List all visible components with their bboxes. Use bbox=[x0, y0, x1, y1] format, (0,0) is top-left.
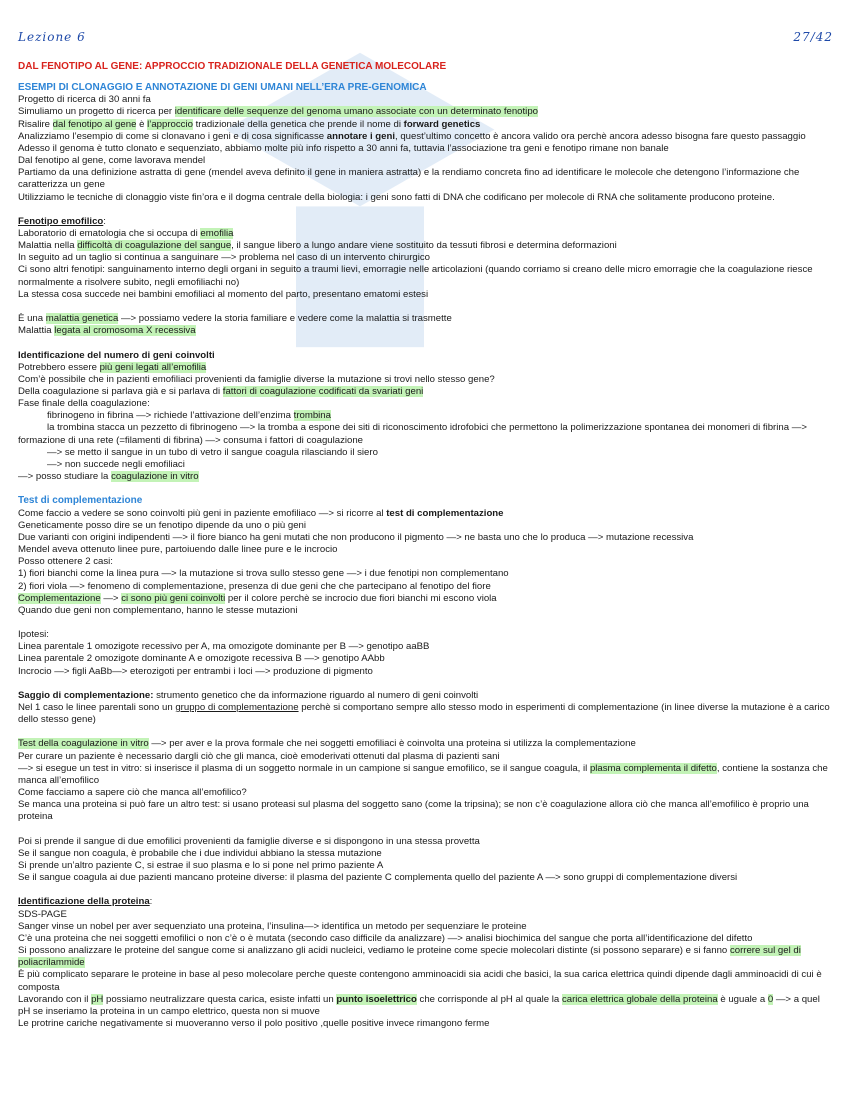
paragraph: Sanger vinse un nobel per aver sequenziato una proteina, l’insulina—> identifica un metodo per sequenziare le proteine bbox=[18, 920, 527, 932]
highlight: 0 bbox=[767, 993, 774, 1005]
section-title-examples: ESEMPI DI CLONAGGIO E ANNOTAZIONE DI GENI UMANI NELL’ERA PRE-GENOMICA bbox=[18, 82, 427, 94]
paragraph: Utilizziamo le tecniche di clonaggio viste fin’ora e il dogma centrale della biologia: i geni sono fatti di DNA che codificano per molecole di RNA che solitamente producono proteine. bbox=[18, 191, 775, 203]
highlight: Complementazione bbox=[18, 592, 101, 604]
paragraph: Lavorando con il pH possiamo neutralizzare questa carica, esiste infatti un punto isoelettrico che corrisponde al pH al quale la carica elettrica globale della proteina è uguale a 0 —> a quel pH se inseriamo la proteina in un campo elettrico, questa non si muove bbox=[18, 993, 820, 1017]
paragraph: Se il sangue non coagula, è probabile che i due individui abbiano la stessa mutazione bbox=[18, 847, 382, 859]
paragraph: Quando due geni non complementano, hanno le stesse mutazioni bbox=[18, 604, 298, 616]
highlight: legata al cromosoma X recessiva bbox=[54, 325, 196, 337]
highlight: coagulazione in vitro bbox=[111, 471, 199, 483]
paragraph: Se il sangue coagula ai due pazienti mancano proteine diverse: il plasma del paziente C complementa quello del paziente A —> sono gruppi di complementazione diversi bbox=[18, 872, 738, 884]
paragraph: Adesso il genoma è tutto clonato e sequenziato, abbiamo molte più info rispetto a 30 anni fa, tuttavia l’associazione tra geni e fenotipo rimane non banale bbox=[18, 142, 669, 154]
paragraph: Potrebbero essere più geni legati all’emofilia bbox=[18, 361, 207, 373]
paragraph: In seguito ad un taglio si continua a sanguinare —> problema nel caso di un intervento chirurgico bbox=[18, 252, 430, 264]
paragraph: Nel 1 caso le linee parentali sono un gruppo di complementazione perchè si comportano sempre allo stesso modo in esperimenti di complementazione (in linee diverse la mutazione è a carico dello stesso gene) bbox=[18, 702, 830, 726]
highlight: pH bbox=[91, 993, 104, 1005]
paragraph: Linea parentale 1 omozigote recessivo per A, ma omozigote dominante per B —> genotipo aaBB bbox=[18, 641, 430, 653]
lesson-label: Lezione 6 bbox=[18, 30, 86, 44]
highlight: Test della coagulazione in vitro bbox=[18, 738, 149, 750]
paragraph: Incrocio —> figli AaBb—> eterozigoti per entrambi i loci —> produzione di pigmento bbox=[18, 665, 373, 677]
paragraph: Simuliamo un progetto di ricerca per identificare delle sequenze del genoma umano associate con un determinato fenotipo bbox=[18, 106, 538, 118]
paragraph: Le protrine cariche negativamente si muoveranno verso il polo positivo ,quelle positive invece rimangono ferme bbox=[18, 1018, 490, 1030]
page-counter: 27/42 bbox=[793, 30, 833, 44]
paragraph: 1) fiori bianchi come la linea pura —> la mutazione si trova sullo stesso gene —> i due fenotipi non complementano bbox=[18, 568, 509, 580]
paragraph: Fase finale della coagulazione: bbox=[18, 398, 150, 410]
highlight: difficoltà di coagulazione del sangue bbox=[77, 240, 232, 252]
highlight: plasma complementa il difetto bbox=[589, 762, 717, 774]
paragraph: Geneticamente posso dire se un fenotipo dipende da uno o più geni bbox=[18, 519, 307, 531]
paragraph: Mendel aveva ottenuto linee pure, partoiuendo dalle linee pure e le incrocio bbox=[18, 544, 338, 556]
paragraph: SDS-PAGE bbox=[18, 908, 67, 920]
paragraph: È una malattia genetica —> possiamo vedere la storia familiare e vedere come la malattia si trasmette bbox=[18, 313, 452, 325]
paragraph: Laboratorio di ematologia che si occupa di emofilia bbox=[18, 228, 234, 240]
paragraph: Come faccio a vedere se sono coinvolti più geni in paziente emofiliaco —> si ricorre al test di complementazione bbox=[18, 507, 504, 519]
highlight: trombina bbox=[293, 410, 331, 422]
paragraph: Risalire dal fenotipo al gene è l’approccio tradizionale della genetica che prende il nome di forward genetics bbox=[18, 118, 481, 130]
section-title-genes: Identificazione del numero di geni coinvolti bbox=[18, 349, 215, 361]
paragraph: Posso ottenere 2 casi: bbox=[18, 556, 113, 568]
paragraph: C’è una proteina che nei soggetti emofilici o non c’è o è mutata (secondo caso difficile da analizzare) —> analisi biochimica del sangue che porta all’identificazione del difetto bbox=[18, 932, 753, 944]
section-title-protein: Identificazione della proteina: bbox=[18, 896, 153, 908]
paragraph: —> se metto il sangue in un tubo di vetro il sangue coagula rilasciando il siero bbox=[47, 446, 378, 458]
highlight: fattori di coagulazione codificati da svariati geni bbox=[222, 386, 424, 398]
paragraph: Poi si prende il sangue di due emofilici provenienti da famiglie diverse e si dispongono in una stessa provetta bbox=[18, 835, 480, 847]
highlight: emofilia bbox=[200, 228, 234, 240]
paragraph: È più complicato separare le proteine in base al peso molecolare perche queste contengono amminoacidi sia acidi che basici, la sua carica elettrica quindi dipende dagli amminoacidi di cui è composta bbox=[18, 969, 822, 993]
highlight: punto isoelettrico bbox=[336, 993, 417, 1005]
paragraph: Per curare un paziente è necessario dargli ciò che gli manca, cioè emoderivati ottenuti dal plasma di pazienti sani bbox=[18, 750, 500, 762]
paragraph: Si possono analizzare le proteine del sangue come si analizzano gli acidi nucleici, vediamo le proteine come specie molecolari distinte (si possono separare) e si fanno correre sul gel di poliacrilammide bbox=[18, 945, 801, 969]
paragraph: fibrinogeno in fibrina —> richiede l’attivazione dell’enzima trombina bbox=[47, 410, 331, 422]
paragraph: Progetto di ricerca di 30 anni fa bbox=[18, 94, 151, 106]
paragraph: Partiamo da una definizione astratta di gene (mendel aveva definito il gene in maniera astratta) e la rendiamo concreta fino ad identificare le molecole che detengono l’informazione che caratterizza un gene bbox=[18, 167, 800, 191]
paragraph: —> si esegue un test in vitro: si inserisce il plasma di un soggetto normale in un campione si sangue emofilico, se il sangue coagula, il plasma complementa il difetto, contiene la sostanza che manca all’emofilico bbox=[18, 762, 828, 786]
paragraph: Malattia nella difficoltà di coagulazione del sangue, il sangue libero a lungo andare viene sostituito da tessuti fibrosi e determina deformazioni bbox=[18, 240, 617, 252]
paragraph: Dal fenotipo al gene, come lavorava mendel bbox=[18, 155, 206, 167]
paragraph: Malattia legata al cromosoma X recessiva bbox=[18, 325, 196, 337]
highlight: carica elettrica globale della proteina bbox=[561, 993, 718, 1005]
highlight: più geni legati all’emofilia bbox=[99, 361, 207, 373]
highlight: identificare delle sequenze del genoma umano associate con un determinato fenotipo bbox=[174, 106, 538, 118]
paragraph: Analizziamo l’esempio di come si clonavano i geni e di cosa significasse annotare i geni, quest’ultimo concetto è ancora valido ora perchè ancora adesso bisogna fare questo passaggio bbox=[18, 130, 806, 142]
paragraph: Due varianti con origini indipendenti —> il fiore bianco ha geni mutati che non producono il pigmento —> ne basta uno che lo produca —> mutazione recessiva bbox=[18, 531, 694, 543]
paragraph: Ipotesi: bbox=[18, 629, 49, 641]
highlight: ci sono più geni coinvolti bbox=[121, 592, 226, 604]
highlight: dal fenotipo al gene bbox=[52, 118, 137, 130]
paragraph: Si prende un’altro paziente C, si estrae il suo plasma e lo si pone nel primo paziente A bbox=[18, 860, 384, 872]
paragraph: Complementazione —> ci sono più geni coinvolti per il colore perchè se incrocio due fiori bianchi mi escono viola bbox=[18, 592, 497, 604]
document-title: DAL FENOTIPO AL GENE: APPROCCIO TRADIZIONALE DELLA GENETICA MOLECOLARE bbox=[18, 61, 447, 72]
paragraph: la trombina stacca un pezzetto di fibrinogeno —> la tromba a espone dei siti di riconoscimento idrofobici che permettono la polimerizzazione spontanea dei monomeri di fibrina —> formazione di una rete (=filamenti di fibrina) —> consuma i fattori di coagulazione bbox=[18, 422, 807, 446]
paragraph: —> non succede negli emofiliaci bbox=[47, 458, 185, 470]
paragraph: 2) fiori viola —> fenomeno di complementazione, presenza di due geni che che partecipano al fenotipo del fiore bbox=[18, 580, 491, 592]
section-title-complementation: Test di complementazione bbox=[18, 495, 143, 507]
paragraph: Se manca una proteina si può fare un altro test: si usano proteasi sul plasma del soggetto sano (come la tripsina); se non c’è coagulazione allora ciò che manca all’emofilico è proprio una proteina bbox=[18, 799, 809, 823]
paragraph: Come facciamo a sapere ciò che manca all’emofilico? bbox=[18, 787, 247, 799]
paragraph: —> posso studiare la coagulazione in vitro bbox=[18, 471, 199, 483]
highlight: l’approccio bbox=[147, 118, 193, 130]
document-body bbox=[18, 61, 830, 1030]
highlight: malattia genetica bbox=[45, 313, 119, 325]
paragraph: Della coagulazione si parlava già e si parlava di fattori di coagulazione codificati da svariati geni bbox=[18, 386, 424, 398]
section-title-phenotype: Fenotipo emofilico: bbox=[18, 215, 106, 227]
paragraph: Com’è possibile che in pazienti emofiliaci provenienti da famiglie diverse la mutazione si trovi nello stesso gene? bbox=[18, 373, 495, 385]
highlight: correre sul gel di poliacrilammide bbox=[18, 945, 801, 969]
paragraph: Test della coagulazione in vitro —> per aver e la prova formale che nei soggetti emofiliaci è coinvolta una proteina si utilizza la complementazione bbox=[18, 738, 636, 750]
paragraph: Saggio di complementazione: strumento genetico che da informazione riguardo al numero di geni coinvolti bbox=[18, 689, 479, 701]
paragraph: La stessa cosa succede nei bambini emofiliaci al momento del parto, presentano ematomi estesi bbox=[18, 288, 429, 300]
paragraph: Ci sono altri fenotipi: sanguinamento interno degli organi in seguito a traumi lievi, emorragie nelle articolazioni (quando corriamo si creano delle micro emorragie che la coagulazione riesce normalmente a risolvere subito, negli emofiliachi no) bbox=[18, 264, 813, 288]
paragraph: Linea parentale 2 omozigote dominante A e omozigote recessiva B —> genotipo AAbb bbox=[18, 653, 385, 665]
